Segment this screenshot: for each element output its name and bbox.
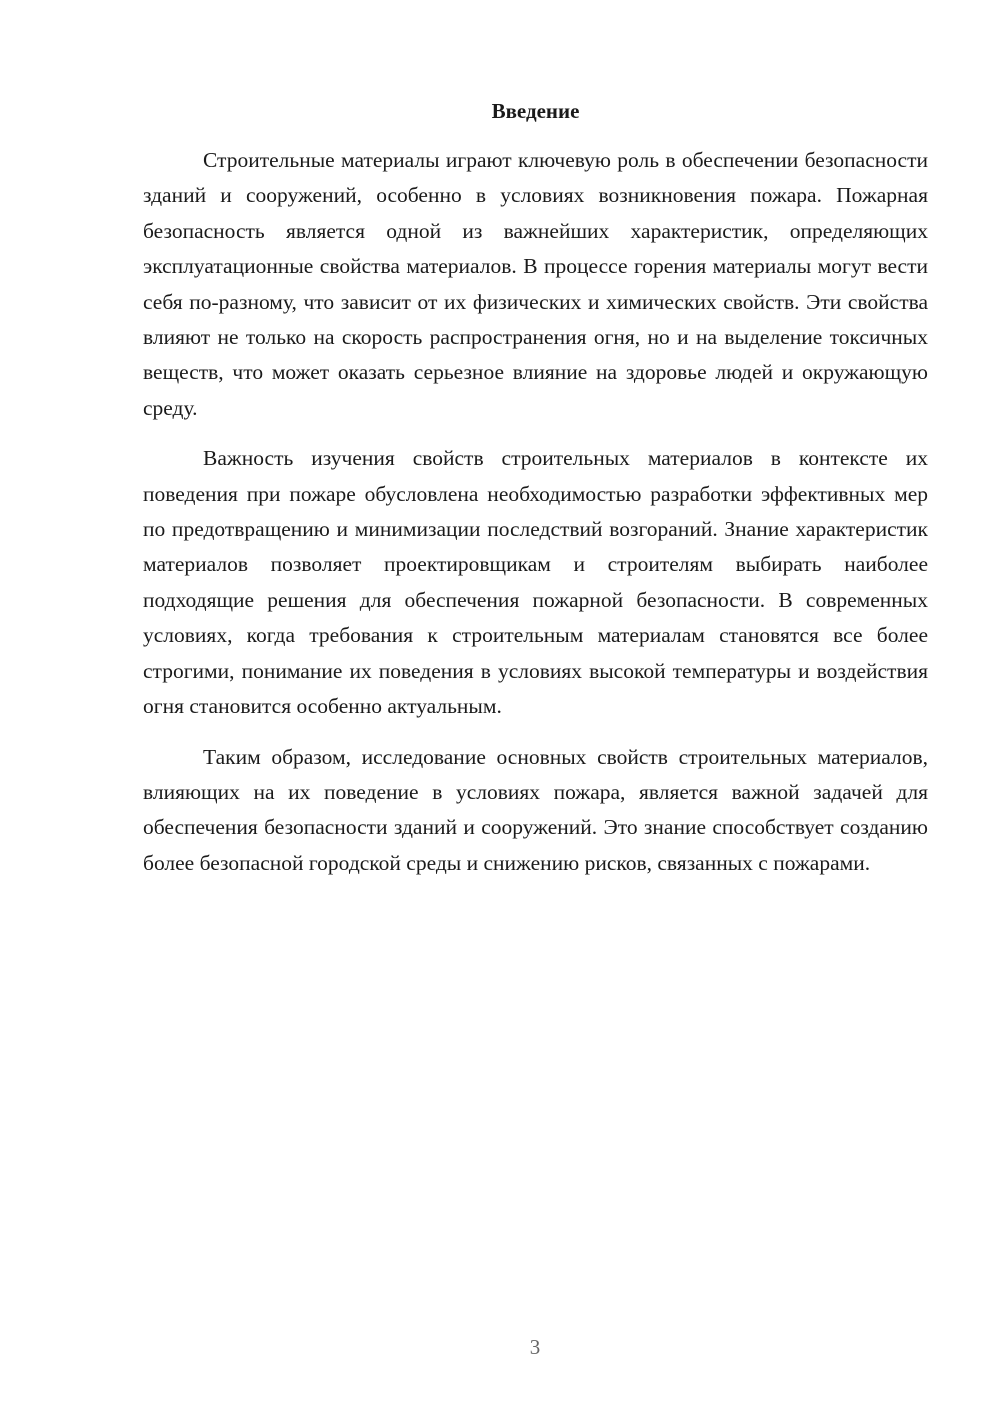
- page-number: 3: [529, 1335, 541, 1359]
- body-text: [143, 143, 928, 896]
- paragraph-1: Строительные материалы играют ключевую роль в обеспечении безопасности зданий и сооружений, особенно в условиях возникновения пожара. Пожарная безопасность является одной из важнейших характеристик, определяющих эксплуатационные свойства материалов. В процессе горения материалы могут вести себя по-разному, что зависит от их физических и химических свойств. Эти свойства влияют не только на скорость распространения огня, но и на выделение токсичных веществ, что может оказать серьезное влияние на здоровье людей и окружающую среду.: [143, 148, 928, 420]
- paragraph-3: Таким образом, исследование основных свойств строительных материалов, влияющих на их поведение в условиях пожара, является важной задачей для обеспечения безопасности зданий и сооружений. Это знание способствует созданию более безопасной городской среды и снижению рисков, связанных с пожарами.: [143, 744, 928, 875]
- paragraph-2: Важность изучения свойств строительных материалов в контексте их поведения при пожаре обусловлена необходимостью разработки эффективных мер по предотвращению и минимизации последствий возгораний. Знание характеристик материалов позволяет проектировщикам и строителям выбирать наиболее подходящие решения для обеспечения пожарной безопасности. В современных условиях, когда требования к строительным материалам становятся все более строгими, понимание их поведения в условиях высокой температуры и воздействия огня становится особенно актуальным.: [143, 446, 928, 719]
- section-heading: Введение: [491, 99, 580, 123]
